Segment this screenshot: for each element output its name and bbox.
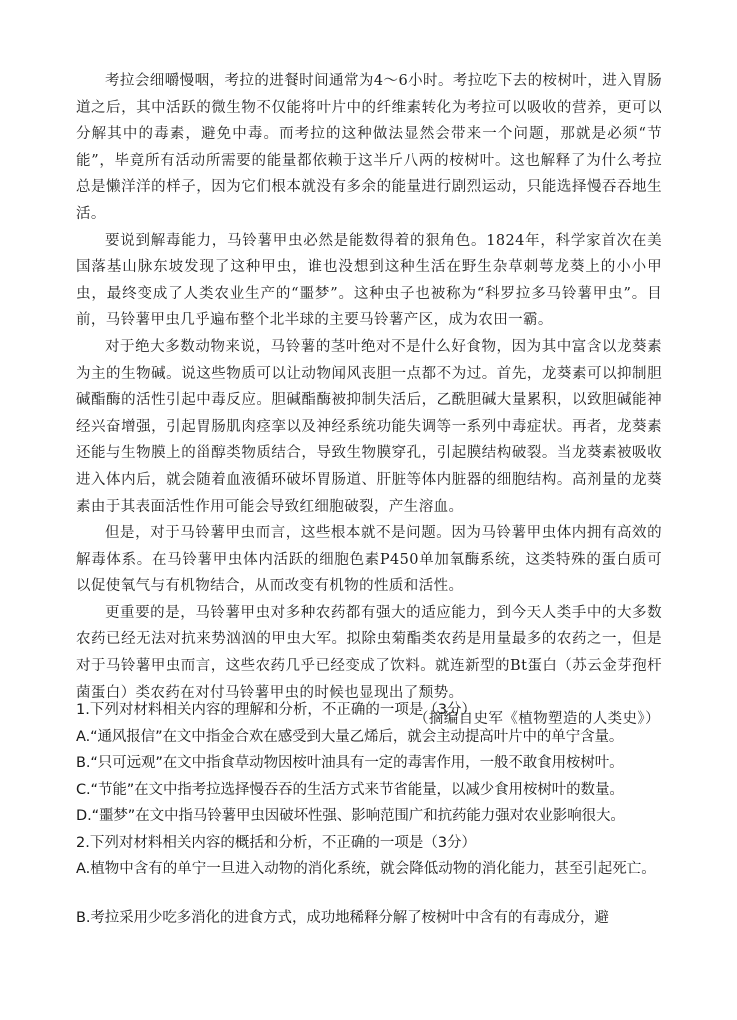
reading-passage [76, 68, 662, 733]
question-1-option-d: D.“噩梦”在文中指马铃薯甲虫因破坏性强、影响范围广和抗药能力强对农业影响很大。 [76, 808, 625, 824]
paragraph-koala: 考拉会细嚼慢咽，考拉的进餐时间通常为4～6小时。考拉吃下去的桉树叶，进入胃肠道之后，其中活跃的微生物不仅能将叶片中的纤维素转化为考拉可以吸收的营养，更可以分解其中的毒素，避免中毒。而考拉的这种做法显然会带来一个问题，那就是必须“节能”，毕竟所有活动所需要的能量都依赖于这半斤八两的桉树叶。这也解释了为什么考拉总是懒洋洋的样子，因为它们根本就没有多余的能量进行剧烈运动，只能选择慢吞吞地生活。 [76, 73, 662, 222]
question-2-option-b: B.考拉采用少吃多消化的进食方式，成功地稀释分解了桉树叶中含有的有毒成分，避 [76, 909, 609, 926]
paragraph-pesticide: 更重要的是，马铃薯甲虫对多种农药都有强大的适应能力，到今天人类手中的大多数农药已经无法对抗来势汹汹的甲虫大军。拟除虫菊酯类农药是用量最多的农药之一，但是对于马铃薯甲虫而言，这些农药几乎已经变成了饮料。就连新型的Bt蛋白（苏云金芽孢杆菌蛋白）类农药在对付马铃薯甲虫的时候也显现出了颓势。 [76, 604, 662, 701]
paragraph-solanine: 对于绝大多数动物来说，马铃薯的茎叶绝对不是什么好食物，因为其中富含以龙葵素为主的生物碱。说这些物质可以让动物闻风丧胆一点都不为过。首先，龙葵素可以抑制胆碱酯酶的活性引起中毒反应。胆碱酯酶被抑制失活后，乙酰胆碱大量累积，以致胆碱能神经兴奋增强，引起胃肠肌肉痉挛以及神经系统功能失调等一系列中毒症状。再者，龙葵素还能与生物膜上的甾醇类物质结合，导致生物膜穿孔，引起膜结构破裂。当龙葵素被吸收进入体内后，就会随着血液循环破坏胃肠道、肝脏等体内脏器的细胞结构。高剂量的龙葵素由于其表面活性作用可能会导致红细胞破裂，产生溶血。 [76, 338, 662, 515]
paragraph-beetle-intro: 要说到解毒能力，马铃薯甲虫必然是能数得着的狠角色。1824年，科学家首次在美国落基山脉东坡发现了这种甲虫，谁也没想到这种生活在野生杂草刺萼龙葵上的小小甲虫，最终变成了人类农业生产的“噩梦”。这种虫子也被称为“科罗拉多马铃薯甲虫”。目前，马铃薯甲虫几乎遍布整个北半球的主要马铃薯产区，成为农田一霸。 [76, 232, 662, 329]
source-citation: （摘编自史军《植物塑造的人类史》） [413, 711, 660, 728]
question-2-stem: 2.下列对材料相关内容的概括和分析，不正确的一项是（3分） [76, 834, 477, 851]
questions-section [76, 697, 662, 931]
question-2-option-a: A.植物中含有的单宁一旦进入动物的消化系统，就会降低动物的消化能力，甚至引起死亡。 [76, 861, 656, 877]
question-1-option-c: C.“节能”在文中指考拉选择慢吞吞的生活方式来节省能量，以减少食用桉树叶的数量。 [76, 781, 624, 798]
question-1-option-a: A.“通风报信”在文中指金合欢在感受到大量乙烯后，就会主动提高叶片中的单宁含量。 [76, 728, 624, 745]
paragraph-detox-system: 但是，对于马铃薯甲虫而言，这些根本就不是问题。因为马铃薯甲虫体内拥有高效的解毒体系。在马铃薯甲虫体内活跃的细胞色素P450单加氧酶系统，这类特殊的蛋白质可以促使氧气与有机物结合，从而改变有机物的性质和活性。 [76, 525, 662, 595]
blank-gap [76, 883, 662, 905]
question-1-option-b: B.“只可远观”在文中指食草动物因桉叶油具有一定的毒害作用，一般不敢食用桉树叶。 [76, 755, 624, 771]
question-1-stem: 1.下列对材料相关内容的理解和分析，不正确的一项是（3分） [76, 702, 477, 718]
